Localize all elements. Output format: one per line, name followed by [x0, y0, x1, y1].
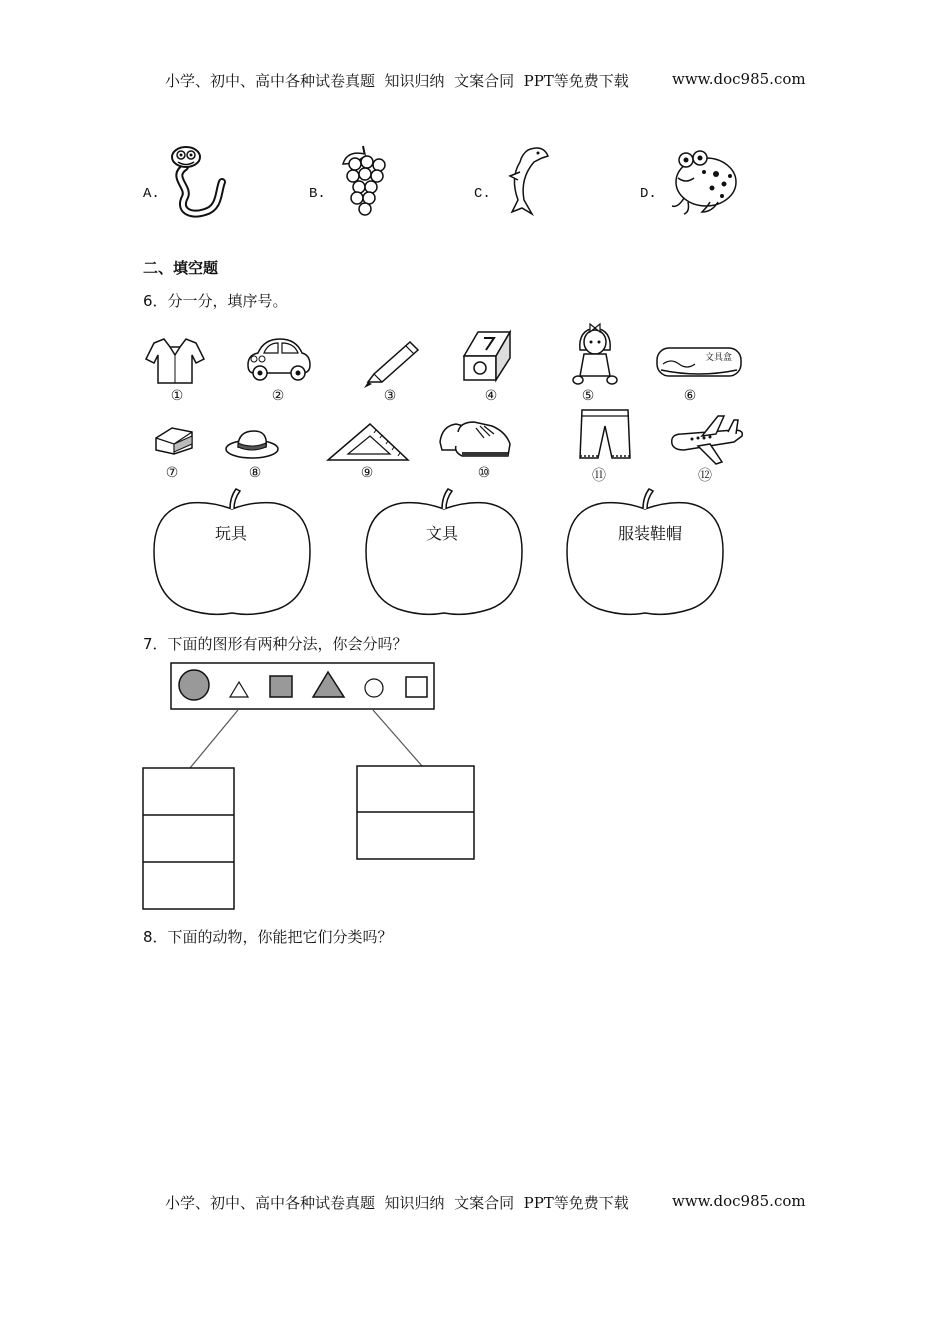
apple-clothing: [563, 487, 728, 617]
airplane-icon: [668, 412, 746, 466]
question-7-text: 7．下面的图形有两种分法，你会分吗？: [143, 635, 408, 653]
pencil-case-label: 文具盒: [705, 353, 733, 363]
hat-icon: [224, 425, 282, 461]
item-number-3: ③: [383, 388, 397, 404]
shirt-icon: [144, 337, 206, 385]
apple-toys: [150, 487, 315, 617]
question-6-text: 6．分一分，填序号。: [143, 292, 288, 310]
item-number-9: ⑨: [360, 465, 374, 481]
question-8-text: 8．下面的动物，你能把它们分类吗？: [143, 928, 393, 946]
gray-square: [270, 676, 292, 697]
connector-left: [190, 710, 238, 768]
white-square: [406, 677, 427, 697]
dolphin-icon: [498, 142, 554, 218]
frog-icon: [664, 148, 742, 218]
pencil-case-icon: [655, 340, 745, 384]
footer-site: www.doc985.com: [672, 1192, 806, 1210]
triangle-ruler-icon: [326, 422, 410, 464]
shapes-diagram: [140, 660, 440, 912]
option-c-label: C.: [474, 186, 491, 202]
item-number-11: ⑪: [592, 468, 606, 484]
option-a-label: A.: [143, 186, 160, 202]
left-answer-box: [143, 768, 234, 909]
item-number-12: ⑫: [698, 468, 712, 484]
category-toys-label: 玩具: [214, 524, 247, 543]
pencil-icon: [360, 338, 422, 390]
header-text: 小学、初中、高中各种试卷真题 知识归纳 文案合同 PPT等免费下载: [165, 72, 629, 90]
item-number-8: ⑧: [248, 465, 262, 481]
pants-icon: [574, 406, 636, 464]
footer-text: 小学、初中、高中各种试卷真题 知识归纳 文案合同 PPT等免费下载: [165, 1194, 629, 1212]
item-number-2: ②: [271, 388, 285, 404]
item-number-10: ⑩: [477, 465, 491, 481]
snake-icon: [160, 142, 230, 220]
shoes-icon: [436, 416, 516, 462]
item-number-5: ⑤: [581, 388, 595, 404]
category-stationery-label: 文具: [425, 524, 458, 543]
grapes-icon: [335, 142, 395, 218]
connector-right: [373, 710, 422, 766]
option-b-label: B.: [309, 186, 326, 202]
item-number-6: ⑥: [683, 388, 697, 404]
option-d-label: D.: [640, 186, 657, 202]
section-title: 二、填空题: [143, 259, 219, 277]
sharpener-icon: [460, 328, 514, 384]
small-white-circle: [365, 679, 383, 697]
category-clothing-label: 服装鞋帽: [617, 524, 682, 543]
eraser-icon: [152, 422, 196, 458]
header-site: www.doc985.com: [672, 70, 806, 88]
apple-stationery: [362, 487, 527, 617]
car-icon: [242, 333, 314, 383]
doll-icon: [570, 320, 620, 388]
item-number-1: ①: [170, 388, 184, 404]
large-gray-circle: [179, 670, 209, 700]
shapes-box: [171, 663, 434, 709]
item-number-7: ⑦: [165, 465, 179, 481]
item-number-4: ④: [484, 388, 498, 404]
